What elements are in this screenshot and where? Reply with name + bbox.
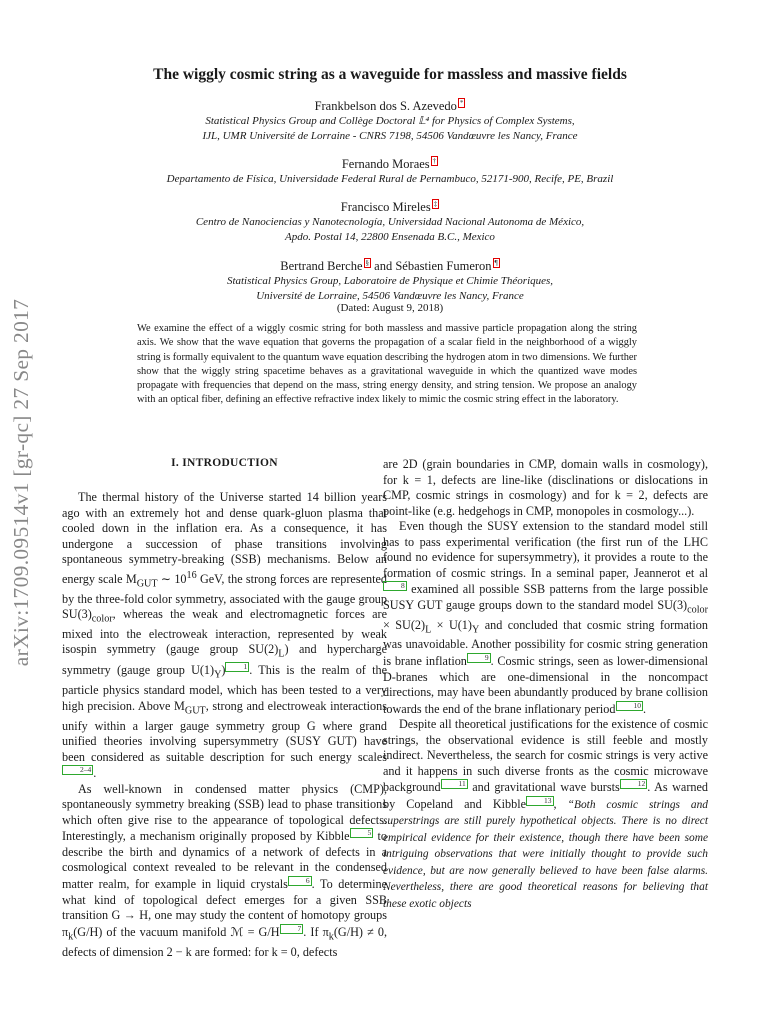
author-2-name: Fernando Moraes: [341, 157, 430, 172]
intro-paragraph-1: The thermal history of the Universe started 14 billion years ago with an extremely hot and dense quark-gluon plasma that cooled down in the inflation era. As a consequence, it has undergone a succession of phase transitions involving spontaneous symmetry-breaking (SSB) mechanisms. Below an energy scale $M_{GUT}$ ∼ $10^{16}$ GeV, the strong forces are represented by the three-fold color symmetry, associated with the gauge group $SU(3)_{color}$, whereas the weak and electromagnetic forces are mixed into the electroweak interaction, represented by weak isospin symmetry (gauge group $SU(2)_L$) and hypercharge symmetry (gauge group $U(1)_Y$) 1 . This is the realm of the particle physics standard model, which has been tested to a very high precision. Above $M_{GUT}$, strong and electroweak interactions unify within a larger gauge symmetry group G where grand unified theories involving supersymmetry (SUSY GUT) have been considered as suitable description for such energy scales2–4 .: [62, 490, 387, 781]
arxiv-identifier-stamp: [2, 282, 42, 682]
paper-title: The wiggly cosmic string as a waveguide for massless and massive fields: [153, 66, 627, 83]
affiliation-line: Centro de Nanociencias y Nanotecnología, Universidad Nacional Autonoma de México,: [195, 216, 585, 228]
affiliation-line: Apdo. Postal 14, 22800 Ensenada B.C., Mexico: [285, 231, 495, 243]
author-1-name: Frankbelson dos S. Azevedo: [314, 99, 457, 114]
author-3-affiliation: [90, 215, 690, 245]
affiliation-line: Statistical Physics Group, Laboratoire de Physique et Chimie Théoriques,: [226, 275, 554, 287]
author-4-name: Bertrand Berche: [280, 259, 363, 274]
intro-paragraph-2: As well-known in condensed matter physics (CMP), spontaneously symmetry breaking (SSB) lead to phase transitions which often give rise to the appearance of topological defects. Interestingly, a mechanism originally proposed by Kibble 5 to describe the birth and dynamics of a network of defects in a cosmological context revealed to be relevant in the condensed matter realm, for example in liquid crystals 6 . To determine what kind of topological defect emerges for a given SSB transition G → H, one may study the content of homotopy groups $\pi_k(G/H)$ of the vacuum manifold ℳ = G/H 7 . If $\pi_k(G/H) \ne 0$, defects of dimension 2 − k are formed: for k = 0, defects: [62, 781, 388, 959]
author-2-footnote-link[interactable]: †: [432, 157, 437, 165]
copeland-kibble-quote: “Both cosmic strings and superstrings are still purely hypothetical objects. There is no direct empirical evidence for their existence, though there have been some intriguing observations that were initially thought to provide such evidence, but are now generally believed to have been false alarms. Nevertheless, there are good theoretical reasons for believing that these exotic objects: [383, 798, 708, 910]
authors-4-5-affiliation: [90, 274, 690, 304]
author-3: [60, 199, 720, 215]
affiliation-line: IJL, UMR Université de Lorraine - CNRS 7198, 54506 Vandœuvre les Nancy, France: [202, 130, 578, 142]
citation-link[interactable]: 9: [467, 653, 491, 663]
author-1-affiliation: [90, 114, 690, 144]
citation-link[interactable]: 13: [526, 796, 554, 806]
citation-link[interactable]: 7: [280, 924, 304, 934]
author-5-name: Sébastien Fumeron: [395, 259, 492, 274]
intro-paragraph-continued: are 2D (grain boundaries in CMP, domain walls in cosmology), for k = 1, defects are line-like (disclinations or dislocations in CMP, cosmic strings in cosmology) and for k = 2, defects are point-like (e.g. hedgehogs in CMP, monopoles in cosmology...).: [383, 457, 708, 518]
author-1: [60, 98, 720, 114]
citation-link[interactable]: 5: [350, 828, 374, 838]
citation-link[interactable]: 11: [441, 779, 468, 789]
citation-link[interactable]: 6: [288, 876, 312, 886]
citation-link[interactable]: 12: [620, 779, 648, 789]
arxiv-identifier-text: arXiv:1709.09514v1 [gr-qc] 27 Sep 2017: [9, 298, 34, 666]
author-4-footnote-link[interactable]: §: [365, 259, 370, 267]
citation-link[interactable]: 1: [225, 662, 249, 672]
right-column: [383, 457, 708, 912]
intro-paragraph-4: Despite all theoretical justifications for the existence of cosmic strings, the observational evidence is still feeble and mostly indirect. Nevertheless, the search for cosmic strings is very active and it happens in such diverse fronts as the cosmic microwave background 11 and gravitational wave bursts 12 . As warned by Copeland and Kibble 13 , “Both cosmic strings and superstrings are still purely hypothetical objects. There is no direct empirical evidence for their existence, though there have been some intriguing observations that were initially thought to provide such evidence, but are now generally believed to have been false alarms. Nevertheless, there are good theoretical reasons for believing that these exotic objects: [383, 717, 708, 910]
author-2-affiliation: [90, 172, 690, 187]
dated-line: (Dated: August 9, 2018): [336, 302, 444, 314]
affiliation-line: Departamento de Física, Universidade Federal Rural de Pernambuco, 52171-900, Recife, PE, Brazil: [166, 173, 614, 185]
intro-paragraph-3: Even though the SUSY extension to the standard model still has to pass experimental verification (the first run of the LHC found no evidence for supersymmetry), it provides a route to the formation of cosmic strings. In a seminal paper, Jeannerot et al8 examined all possible SSB patterns from the large possible SUSY GUT gauge groups down to the standard model $SU(3)_{color} \times SU(2)_L \times U(1)_Y$ and concluded that cosmic string formation was unavoidable. Another possibility for cosmic string generation is brane inflation 9 . Cosmic strings, seen as lower-dimensional D-branes which are one-dimensional in the noncompact directions, may have been abundantly produced by brane collision towards the end of the brane inflationary period 10 .: [383, 519, 708, 716]
author-5-footnote-link[interactable]: ¶: [494, 259, 498, 267]
author-1-footnote-link[interactable]: *: [459, 99, 464, 107]
author-3-name: Francisco Mireles: [340, 200, 431, 215]
section-heading-introduction: I. INTRODUCTION: [171, 457, 278, 469]
author-conjunction: and: [371, 259, 396, 274]
citation-link[interactable]: 8: [383, 581, 407, 591]
authors-4-5: [60, 258, 720, 274]
citation-link[interactable]: 10: [616, 701, 644, 711]
author-3-footnote-link[interactable]: ‡: [433, 200, 438, 208]
citation-link[interactable]: 2–4: [62, 765, 93, 775]
affiliation-line: Statistical Physics Group and Collège Doctoral 𝕃⁴ for Physics of Complex Systems,: [205, 115, 575, 127]
author-2: [60, 156, 720, 172]
affiliation-line: Université de Lorraine, 54506 Vandœuvre les Nancy, France: [256, 290, 524, 302]
left-column: [62, 490, 387, 960]
abstract: We examine the effect of a wiggly cosmic string for both massless and massive particle propagation along the string axis. We show that the wave equation that governs the propagation of a scalar field in the neighborhood of a wiggly string is formally equivalent to the quantum wave equation describing the hydrogen atom in two dimensions. We further show that the wiggly string spacetime behaves as a gravitational waveguide in which the quantized wave modes propagate with frequencies that depend on the mass, string energy density, and string tension. We propose an analogy with an optical fiber, defining an effective refractive index likely to mimic the cosmic string effect in the laboratory.: [137, 323, 637, 406]
